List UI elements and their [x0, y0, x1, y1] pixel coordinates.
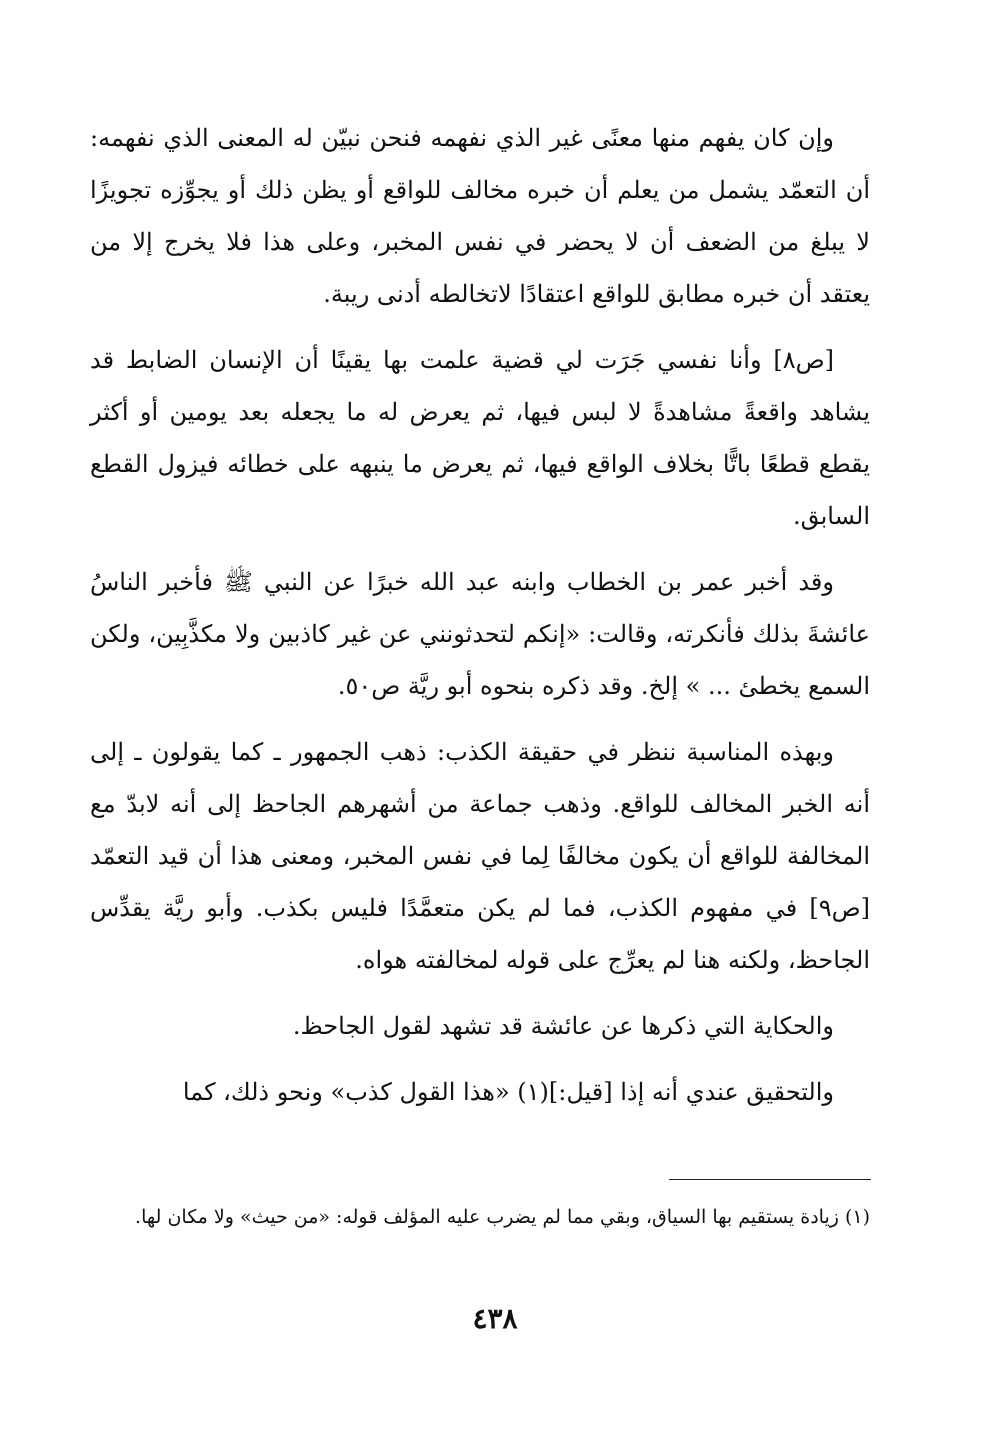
paragraph-4: وبهذه المناسبة ننظر في حقيقة الكذب: ذهب الجمهور ـ كما يقولون ـ إلى أنه الخبر المخالف للواقع. وذهب جماعة من أشهرهم الجاحظ إلى أنه لابدّ مع المخالفة للواقع أن يكون مخالفًا لِما في نفس المخبر، ومعنى هذا أن قيد التعمّد [ص٩] في مفهوم الكذب، فما لم يكن متعمَّدًا فليس بكذب. وأبو ريَّة يقدِّس الجاحظ، ولكنه هنا لم يعرِّج على قوله لمخالفته هواه.	[90, 738, 870, 974]
footnote-divider	[669, 1179, 871, 1180]
page-number: ٤٣٨	[472, 1302, 518, 1335]
footnote: (١) زيادة يستقيم بها السياق، وبقي مما لم يضرب عليه المؤلف قوله: «من حيث» ولا مكان لها.	[135, 1206, 870, 1228]
main-text-block	[90, 112, 870, 1132]
paragraph-2: [ص٨] وأنا نفسي جَرَت لي قضية علمت بها يقينًا أن الإنسان الضابط قد يشاهد واقعةً مشاهدةً لا لبس فيها، ثم يعرض له ما يجعله بعد يومين أو أكثر يقطع قطعًا باتًّا بخلاف الواقع فيها، ثم يعرض ما ينبهه على خطائه فيزول القطع السابق.	[90, 346, 871, 530]
paragraph-6: والتحقيق عندي أنه إذا [قيل:](١) «هذا القول كذب» ونحو ذلك، كما	[182, 1078, 834, 1106]
paragraph-3: وقد أخبر عمر بن الخطاب وابنه عبد الله خبرًا عن النبي ﷺ فأخبر الناسُ عائشةَ بذلك فأنكرته، وقالت: «إنكم لتحدثونني عن غير كاذبين ولا مكذَّبِين، ولكن السمع يخطئ ... » إلخ. وقد ذكره بنحوه أبو ريَّة ص٥٠.	[90, 568, 870, 700]
paragraph-5: والحكاية التي ذكرها عن عائشة قد تشهد لقول الجاحظ.	[292, 1012, 834, 1040]
paragraph-1: وإن كان يفهم منها معنًى غير الذي نفهمه فنحن نبيّن له المعنى الذي نفهمه: أن التعمّد يشمل من يعلم أن خبره مخالف للواقع أو يظن ذلك أو يجوِّزه تجويزًا لا يبلغ من الضعف أن لا يحضر في نفس المخبر، وعلى هذا فلا يخرج إلا من يعتقد أن خبره مطابق للواقع اعتقادًا لاتخالطه أدنى ريبة.	[90, 124, 870, 308]
